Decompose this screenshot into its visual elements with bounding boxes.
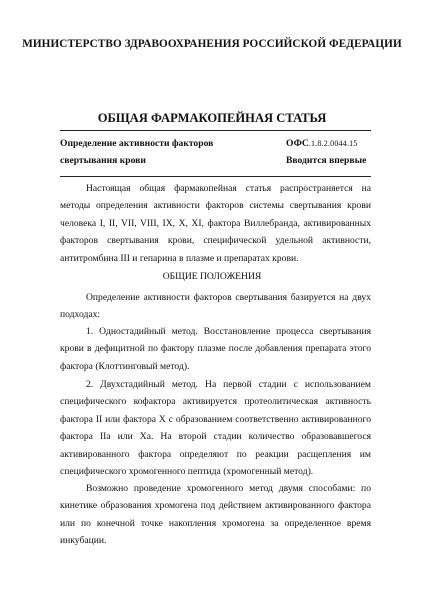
article-meta xyxy=(286,135,366,169)
article-name-line2: свертывания крови xyxy=(60,155,146,166)
article-status: Вводится впервые xyxy=(286,155,367,166)
chromogen-paragraph: Возможно проведение хромогенного метод двумя способами: по кинетике образования хромогена под действием активированного фактора или по конечной точке накопления хромогена за определенное время инкубации. xyxy=(60,483,371,547)
document-title: ОБЩАЯ ФАРМАКОПЕЙНАЯ СТАТЬЯ xyxy=(97,111,327,125)
general-paragraph: Определение активности факторов свертывания базируется на двух подходах: xyxy=(60,292,371,321)
article-code xyxy=(286,135,366,152)
ministry-name: МИНИСТЕРСТВО ЗДРАВООХРАНЕНИЯ РОССИЙСКОЙ ФЕДЕРАЦИИ xyxy=(22,38,402,50)
article-name-line1: Определение активности факторов xyxy=(60,138,214,149)
header-top-rule xyxy=(60,130,371,131)
intro-paragraph: Настоящая общая фармакопейная статья распространяется на методы определения активности факторов системы свертывания крови человека I, II, VII, VIII, IX, X, XI, фактора Виллебранда, активированных факторов свертывания крови, специфической удельной активности, антитромбина III и гепарина в плазме и препаратах крови. xyxy=(60,183,371,264)
section-heading: ОБЩИЕ ПОЛОЖЕНИЯ xyxy=(162,271,262,282)
article-code-value: .1.8.2.0044.15 xyxy=(308,139,358,148)
article-code-label: ОФС xyxy=(286,138,309,149)
header-bottom-rule xyxy=(60,176,371,177)
method-item-2: 2. Двухстадийный метод. На первой стадии с использованием специфического кофактора активируется протеолитическая активность фактора II или фактора X с образованием соответственно активированного фактора IIa или Xa. На второй стадии количество образовавшегося активированного фактора определяют по реакции расщепления им специфического хромогенного пептида (хромогенный метод). xyxy=(60,379,371,478)
article-name xyxy=(60,135,213,169)
method-item-1: 1. Одностадийный метод. Восстановление процесса свертывания крови в дефицитной по фактору плазме после добавления препарата этого фактора (Клоттинговый метод). xyxy=(60,326,371,372)
